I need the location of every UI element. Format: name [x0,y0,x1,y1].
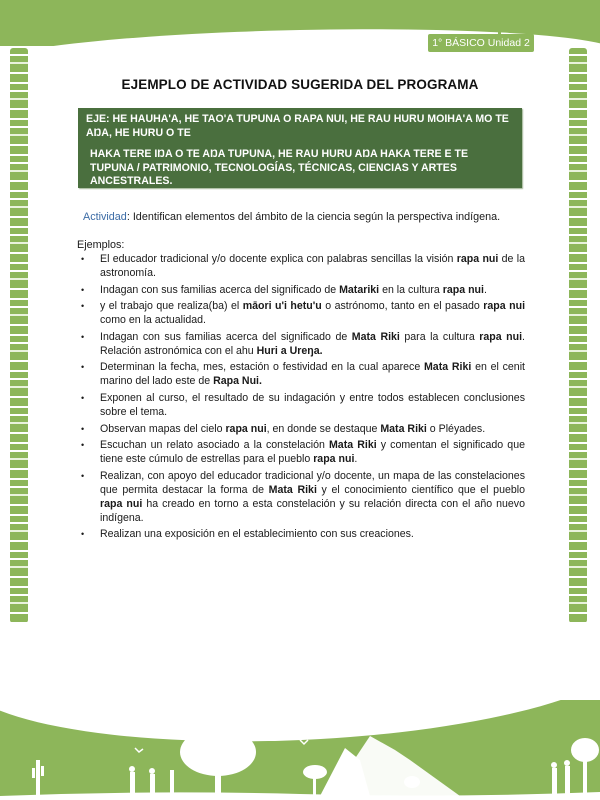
bullet-icon: • [81,392,85,403]
emphasized-term: rapa nui [456,253,499,265]
right-ornament-border [569,48,587,623]
eje-box [78,108,522,188]
emphasized-term: rapa nui [100,497,143,510]
emphasized-term: rapa nui [225,422,267,435]
example-text: en la cultura [379,283,443,296]
activity-label: Actividad [83,211,127,223]
emphasized-term: rapa nui [479,330,523,343]
example-text: Indagan con sus familias acerca del significado de [100,283,340,296]
example-item [78,299,525,327]
emphasized-term: Mata Riki [380,422,427,435]
example-text: de la astronomía. [100,253,525,279]
example-item [78,422,525,436]
left-ornament-border [10,48,28,623]
example-item [78,283,525,297]
example-item [78,391,525,419]
example-text: en el cenit marino del lado este de [100,361,525,388]
example-item [78,360,525,388]
eje-heading: EJE: HE HAUHA'A, HE TAO'A TUPUNA O RAPA NUI, HE RAU HURU MOIHA'A MO TE AŊA, HE HURU O TE [86,113,509,139]
example-text: Realizan una exposición en el establecimiento con sus creaciones. [100,528,414,541]
example-text: . Relación astronómica con el ahu [100,330,525,357]
example-item [78,252,525,280]
example-text: o Pléyades. [426,422,486,435]
bullet-icon: • [81,301,85,312]
example-text: Escuchan un relato asociado a la constelación [100,439,329,452]
example-text: y el conocimiento científico que el pueblo [316,483,525,496]
bullet-icon: • [81,470,85,481]
emphasized-term: rapa nui [313,453,355,466]
example-text: Determinan la fecha, mes, estación o festividad en la cual aparece [100,361,424,374]
example-item [78,438,525,466]
emphasized-term: Mata Riki [328,439,377,452]
example-text: ha creado en torno a esta constelación y su relación directa con el año nuevo indígena. [100,497,525,524]
example-text: Observan mapas del cielo [100,422,226,435]
example-text: como en la actualidad. [100,314,207,327]
emphasized-term: Mata Riki [268,483,317,496]
example-text: y comentan el significado que tiene este cúmulo de estrellas para el pueblo [100,439,525,466]
activity-separator: : [126,211,133,223]
example-text: El educador tradicional y/o docente explica con palabras sencillas la visión [100,253,457,265]
bullet-icon: • [81,284,85,295]
activity-text: Identifican elementos del ámbito de la ciencia según la perspectiva indígena. [132,211,501,223]
bullet-icon: • [81,331,85,342]
bullet-icon: • [81,440,85,451]
example-item [78,330,525,358]
footer-landscape-illustration [0,720,600,800]
example-text: o astrónomo, tanto en el pasado [321,300,484,313]
bullet-icon: • [81,254,85,264]
example-text: . [354,453,358,466]
bullet-icon: • [81,529,85,540]
bullet-icon: • [81,362,85,373]
example-text: Exponen al curso, el resultado de su indagación y entre todos establecen conclusiones sobre el tema. [100,391,525,418]
example-item [78,527,525,541]
example-item [78,469,525,525]
example-text: Realizan, con apoyo del educador tradicional y/o docente, un mapa de las constelaciones que permita destacar la forma de [100,469,525,496]
activity-line [83,211,500,223]
emphasized-term: māori u'i hetu'u [242,300,322,313]
bullet-icon: • [81,423,85,434]
example-text: , en donde se destaque [266,422,381,435]
emphasized-term: Huri a Ureŋa. [256,344,323,357]
emphasized-term: rapa nui [483,300,526,313]
unit-badge: 1° BÁSICO Unidad 2 [428,34,534,52]
example-text: Indagan con sus familias acerca del significado de [100,330,352,343]
examples-list [78,252,525,544]
emphasized-term: Matariki [339,283,380,296]
page-title: EJEMPLO DE ACTIVIDAD SUGERIDA DEL PROGRAMA [121,77,479,92]
example-text: . [483,283,487,296]
emphasized-term: Mata Riki [423,361,472,374]
eje-subheading: HAKA TERE IŊA O TE AŊA TUPUNA, HE RAU HURU AŊA HAKA TERE E TE TUPUNA / PATRIMONIO, TECNOLOGÍAS, TÉCNICAS, CIENCIAS Y ARTES ANCESTRALES. [90,148,469,187]
example-text: y el trabajo que realiza(ba) el [100,300,243,313]
emphasized-term: Rapa Nui. [213,375,262,388]
examples-label: Ejemplos: [77,239,125,251]
example-text: para la cultura [399,330,480,343]
emphasized-term: rapa nui [442,283,484,296]
emphasized-term: Mata Riki [351,330,400,343]
